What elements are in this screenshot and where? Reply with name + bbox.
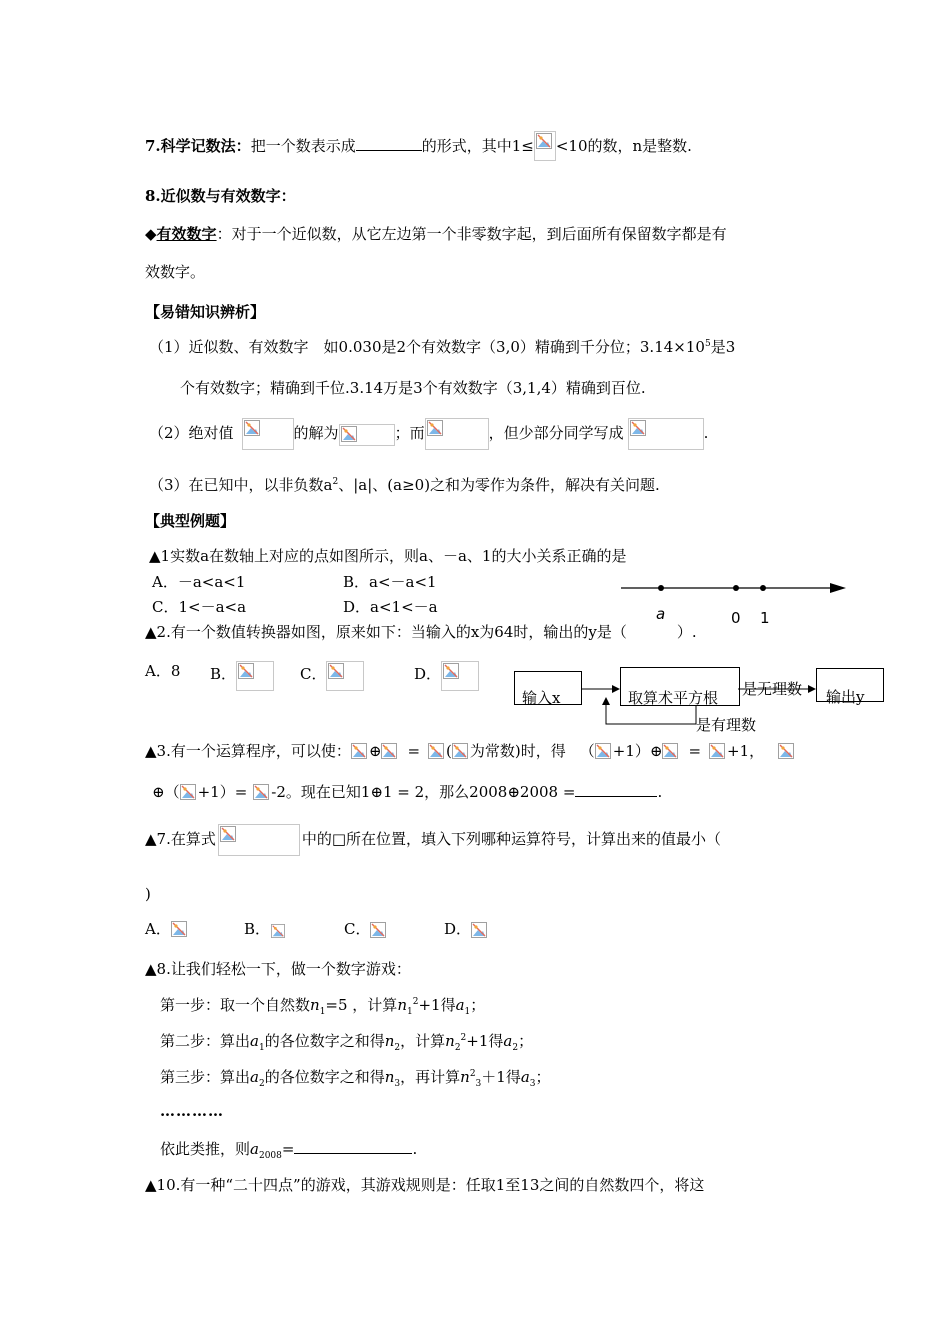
broken-image-icon [236,661,274,691]
option-label: B． [210,665,237,683]
step-text: . [412,1140,418,1158]
mistake-item-2 [149,418,708,450]
mistake-text: （1）近似数、有效数字 如0.030是2个有效数字（3,0）精确到千分位；3.14×10 [149,338,705,356]
mistake-text: （2）绝对值 [149,424,234,442]
broken-image-icon [709,743,727,761]
step-text: ； [518,1032,534,1050]
broken-image-icon [351,743,369,761]
q2-option-d [414,661,479,691]
var: a [503,1032,513,1050]
subscript: 2 [454,1043,461,1053]
option-label: C． [300,665,327,683]
q2-stem [145,622,697,642]
broken-image-icon [428,743,446,761]
q3-line-2 [152,782,662,802]
q3-text: . [657,783,663,801]
step-text: +1得 [466,1032,504,1050]
broken-image-icon [662,743,680,761]
option-label: D． [444,920,472,938]
step-text: = [281,1140,295,1158]
broken-image-icon [253,784,271,802]
step-text: 第一步：取一个自然数 [160,996,311,1014]
q8-ellipsis: ………… [160,1102,224,1120]
broken-image-icon [381,743,399,761]
section-7-text: 把一个数表示成 [250,137,356,155]
broken-image-icon [628,418,704,450]
broken-image-icon [595,743,613,761]
q2-option-a: A．8 [145,662,181,680]
step-text: 的各位数字之和得 [264,1032,385,1050]
flow-output-label: 输出y [826,688,865,706]
var: n [445,1032,455,1050]
q2-text: ▲2.有一个数值转换器如图，原来如下：当输入的x为64时，输出的y是（ [145,623,627,641]
subscript: 3 [475,1079,482,1089]
q7-line-1 [145,824,721,856]
broken-image-icon [441,661,479,691]
equals-symbol: = [688,742,702,760]
q8-step-1 [160,995,485,1015]
q10-stem: ▲10.有一种“二十四点”的游戏，其游戏规则是：任取1至13之间的自然数四个，将这 [145,1176,705,1194]
operator-symbol: ⊕ [649,742,663,760]
superscript: 5 [704,339,711,349]
mistake-text: ；而 [394,424,425,442]
mistake-text: 的解为 [293,424,339,442]
section-8-line-2: 效数字。 [145,263,206,281]
var: a [250,1032,259,1050]
q2-option-b [210,661,274,691]
section-7-text: 的形式，其中1≤ [421,137,534,155]
q3-text: +1， [727,742,765,760]
subscript: 1 [258,1043,265,1053]
fill-blank [294,1139,412,1154]
fill-blank [356,136,422,151]
step-text: +1得 [418,996,456,1014]
q1-option-a: A．－a<a<1 [152,573,246,591]
q8-step-2 [160,1031,533,1051]
q7-option-b [244,919,286,939]
number-line [618,578,850,604]
subscript: 1 [464,1007,471,1017]
flow-rational-label: 是有理数 [696,716,757,734]
broken-image-icon [452,743,470,761]
broken-image-icon [425,418,489,450]
q7-text: ▲7.在算式 [145,830,216,848]
operator-symbol: ⊕ [368,742,382,760]
var: a [455,996,465,1014]
option-label: A． [145,920,171,938]
broken-image-icon [218,824,300,856]
q3-text: ▲3.有一个运算程序，可以使： [145,742,351,760]
axis-label-one: 1 [760,609,770,627]
q1-stem: ▲1实数a在数轴上对应的点如图所示，则a、－a、1的大小关系正确的是 [149,547,627,565]
option-label: B． [244,920,271,938]
flow-process-label: 取算术平方根 [628,689,719,707]
subscript: 2 [394,1043,401,1053]
broken-image-icon [270,924,286,938]
mistake-text: （3）在已知中，以非负数a [149,476,333,494]
axis-label-zero: 0 [731,609,741,627]
flow-irrational-label: 是无理数 [742,680,803,698]
option-label: C． [344,920,371,938]
step-text: ＋1得 [481,1068,521,1086]
q3-text: ⊕（ [152,783,180,801]
q1-option-c: C．1<－a<a [152,598,247,616]
section-8-line-1 [145,224,727,244]
q7-option-a [145,919,189,939]
q3-text: -2。现在已知1⊕1 = 2，那么2008⊕2008 = [271,783,576,801]
q8-last-line [160,1139,417,1159]
q2-option-c [300,661,364,691]
step-text: 第二步：算出 [160,1032,251,1050]
step-text: 依此类推，则 [160,1140,251,1158]
q7-option-d [444,919,489,939]
mistake-item-3 [149,475,660,495]
mistake-item-1-cont: 个有效数字；精确到千位.3.14万是3个有效数字（3,1,4）精确到百位. [180,379,646,397]
q8-step-3 [160,1067,551,1087]
q7-line-2: ) [145,885,151,903]
mistakes-heading: 【易错知识辨析】 [145,303,266,321]
step-text: 第三步：算出 [160,1068,251,1086]
subscript: 1 [319,1007,326,1017]
q3-text: +1） [612,742,650,760]
superscript: 2 [469,1069,476,1079]
section-7-line [145,131,692,161]
superscript: 2 [332,477,339,487]
axis-label-a: a [656,605,666,623]
term-label: 有效数字 [156,225,217,243]
broken-image-icon [534,131,556,161]
subscript: 1 [406,1007,413,1017]
option-label: D． [414,665,442,683]
q3-text: +1）= [197,783,248,801]
bullet-icon: ◆ [145,225,157,243]
definition-text: ：对于一个近似数，从它左边第一个非零数字起，到后面所有保留数字都是有 [216,225,727,243]
broken-image-icon [339,424,395,446]
equals-symbol: = [407,742,421,760]
section-7-text: <10的数，n是整数. [555,137,692,155]
section-8-heading: 8.近似数与有效数字： [145,187,296,205]
step-text: ； [535,1068,551,1086]
var: n [384,1068,395,1086]
flow-input-label: 输入x [522,689,561,707]
broken-image-icon [171,921,189,939]
q7-option-c [344,919,386,939]
mistake-item-1 [149,337,735,357]
var: a [520,1068,530,1086]
subscript: 3 [529,1079,536,1089]
fill-blank [575,782,657,797]
var: a [250,1140,259,1158]
var: a [250,1068,259,1086]
broken-image-icon [778,743,796,761]
q3-text: ( [446,742,452,760]
step-text: ； [470,996,486,1014]
broken-image-icon [326,661,364,691]
q1-option-d: D．a<1<－a [343,598,438,616]
broken-image-icon [180,784,198,802]
subscript: 2 [512,1043,519,1053]
mistake-text: ，但少部分同学写成 [488,424,624,442]
subscript: 2008 [258,1151,282,1161]
q3-text: 为常数)时，得 [469,742,566,760]
q2-text: ）. [676,623,697,641]
broken-image-icon [242,418,294,450]
var: n [397,996,407,1014]
step-text: =5 ，计算 [325,996,398,1014]
q8-stem: ▲8.让我们轻松一下，做一个数字游戏： [145,960,411,978]
section-7-title: 科学记数法： [160,137,251,155]
section-7-number: 7. [145,137,161,155]
subscript: 3 [394,1079,401,1089]
q1-option-b: B．a<－a<1 [343,573,437,591]
step-text: ，再计算 [400,1068,461,1086]
superscript: 2 [412,997,419,1007]
broken-image-icon [471,922,489,938]
mistake-text: 是3 [710,338,736,356]
step-text: 的各位数字之和得 [264,1068,385,1086]
var: n [460,1068,470,1086]
superscript: 2 [460,1033,467,1043]
broken-image-icon [370,922,386,938]
q3-text: （ [579,742,595,760]
subscript: 2 [258,1079,265,1089]
var: n [310,996,320,1014]
mistake-text: 、|a|、(a≥0)之和为零作为条件，解决有关问题. [338,476,660,494]
var: n [384,1032,395,1050]
flow-arrows [580,680,820,730]
q3-line-1 [145,741,796,761]
q7-text: 中的□所在位置，填入下列哪种运算符号，计算出来的值最小（ [301,830,722,848]
examples-heading: 【典型例题】 [145,512,236,530]
mistake-text: . [703,424,709,442]
step-text: ，计算 [400,1032,446,1050]
